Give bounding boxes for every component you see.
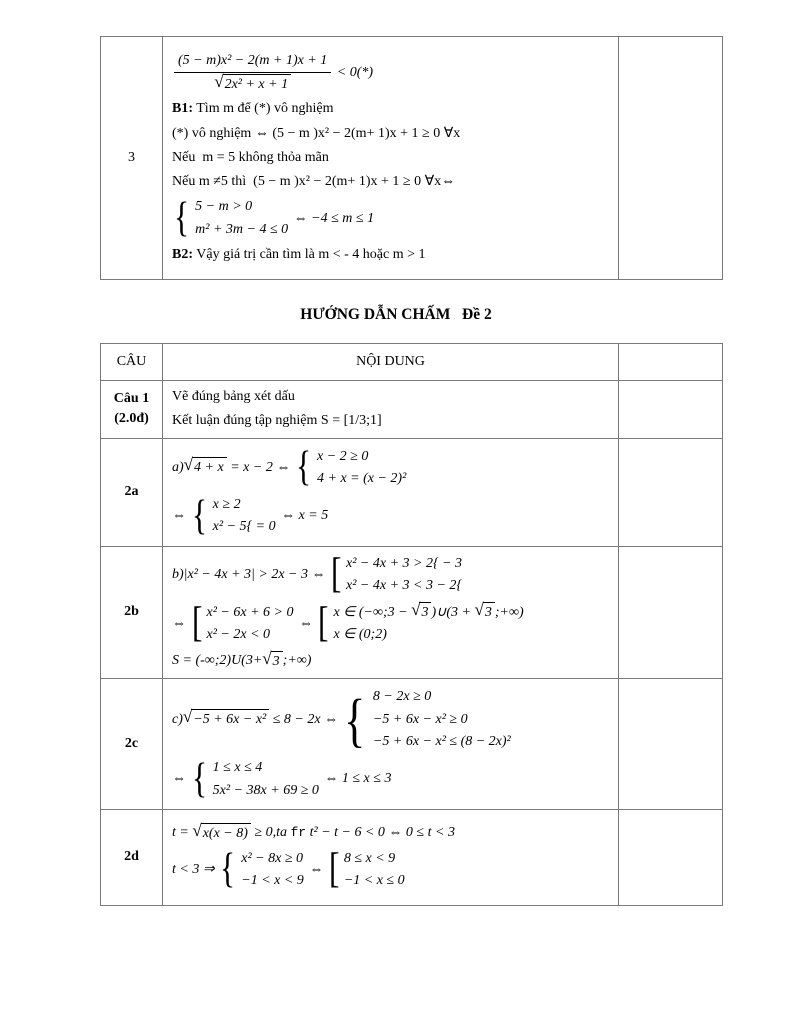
math-run: ⇔ x = 5 [277,508,329,524]
row-label-line: 2c [124,735,139,751]
cases-row [207,625,271,645]
math-line [172,51,614,96]
math-line [172,757,614,802]
math-run: x² − 5{ = 0 [212,519,276,535]
text-run: Nếu m = 5 không thỏa mãn [172,149,329,165]
row-label-line: Câu 1 [113,391,150,406]
math-run: x² − 8x ≥ 0 [241,850,304,866]
math-run: 2x² + x + 1 [224,76,289,92]
cases-row [213,758,263,778]
math-run: x ∈ (−∞;3 − [333,604,412,620]
row-label-line: (2.0đ) [114,411,149,427]
cases-bracket: { [191,755,207,802]
math-run: 3 [484,605,492,621]
math-line [172,196,614,241]
cases-row [373,687,431,707]
math-run: t < 3 ⇒ [172,862,219,878]
math-run: m² + 3m − 4 ≤ 0 [195,221,289,237]
cases-row [344,871,405,891]
text-run: Kết luận đúng tập nghiệm S = [1/3;1] [172,413,382,429]
cases-bracket: { [220,846,236,893]
math-content [163,817,618,899]
cases-row [373,710,468,730]
row-label [101,381,163,439]
math-line [172,820,614,844]
sqrt-radical [474,602,494,623]
cases-group [220,848,304,893]
math-line [172,411,614,431]
math-run: 5 − m > 0 [195,199,253,215]
sqrt-radical [411,602,431,623]
row-label-line: 2a [124,483,139,499]
fraction [174,51,331,96]
cases-group [295,443,407,491]
math-run: ;+∞) [494,604,524,620]
math-line [172,648,614,672]
math-run: ⇔ [295,615,317,631]
math-run: ⇔ [172,771,190,787]
math-line [172,443,614,491]
cases-rows [344,848,405,893]
table-row [101,810,723,906]
math-run: t² − t − 6 < 0 ⇔ 0 ≤ t < 3 [306,825,455,841]
cell-score [619,381,723,439]
cases-rows [207,602,294,647]
table-row [101,37,723,280]
cases-row [333,602,523,623]
math-run: −1 < x ≤ 0 [343,873,405,889]
sqrt-radical [184,457,227,478]
math-run: x² − 6x + 6 > 0 [206,604,294,620]
cases-row [241,849,303,869]
math-run: x² − 4x + 3 > 2{ − 3 [346,555,463,571]
radical-sign: √ [474,600,484,620]
cell-content [163,381,619,439]
cases-rows [213,494,276,539]
math-run: ⇔ −4 ≤ m ≤ 1 [290,210,375,226]
cell-score [619,810,723,906]
cases-row [195,197,252,217]
cases-group [344,686,511,753]
row-label-lines [101,734,162,754]
math-run: −5 + 6x − x² ≥ 0 [372,711,468,727]
math-run: S = (-∞;2)U(3+ [172,653,263,669]
radical-sign: √ [183,455,194,475]
radicand [191,709,269,730]
row-label [101,679,163,810]
radicand [201,823,251,844]
cases-bracket: { [191,492,207,539]
math-run: −5 + 6x − x² [193,712,267,728]
cell-score [619,37,723,280]
radical-sign: √ [411,600,421,620]
cases-row [346,554,462,574]
math-line [172,99,614,119]
text-run: Vẽ đúng bảng xét dấu [172,389,295,404]
row-label-lines [101,482,162,502]
math-content [163,45,618,272]
cases-row [373,732,511,752]
bold-text-run: B2: [172,247,193,263]
bold-text-run: B1: [172,101,193,117]
cell-score [619,438,723,546]
math-line [172,494,614,539]
math-line [172,245,614,265]
cases-group [192,757,319,802]
cases-bracket: [ [191,600,202,647]
math-line [172,148,614,168]
math-run: ≥ 0,ta [250,825,291,841]
math-run: 5x² − 38x + 69 ≥ 0 [212,782,319,798]
text-run: Nếu m ≠5 thì (5 − m )x² − 2(m+ 1)x + 1 ≥ 0 ∀x⇔ [172,174,456,190]
math-line [172,124,614,144]
cases-bracket: { [174,194,190,241]
math-run: < 0(*) [333,64,374,80]
mono-run: fr [290,824,307,840]
cases-row [333,625,386,645]
cell-score [619,679,723,810]
math-run: x ≥ 2 [212,497,241,513]
math-run: −1 < x < 9 [241,873,304,889]
cell-content [163,810,619,906]
cases-row [195,220,288,240]
radicand [223,74,292,95]
cases-group [174,196,288,241]
math-run: 8 ≤ x < 9 [343,850,396,866]
math-run: a) [172,459,184,475]
radical-sign: √ [262,648,272,668]
row-label-line: 2d [124,849,139,865]
table-header-row [101,344,723,381]
math-run: x² − 2x < 0 [206,626,271,642]
cases-row [344,849,395,869]
math-run: 3 [272,653,280,669]
row-label [101,810,163,906]
math-content [163,381,618,438]
cases-rows [346,553,462,598]
cases-bracket: [ [331,551,342,598]
math-run: 8 − 2x ≥ 0 [372,689,432,705]
cases-group [192,494,276,539]
math-run: x(x − 8) [202,825,248,841]
math-run: x² − 4x + 3 < 3 − 2{ [346,577,463,593]
cell-content [163,679,619,810]
text-run: Tìm m để (*) vô nghiệm [193,101,334,117]
math-content [163,440,618,545]
math-run: b)|x² − 4x + 3| > 2x − 3 ⇔ [172,566,329,582]
cases-rows [373,686,511,753]
radical-sign: √ [214,71,224,91]
cases-group [318,601,523,647]
row-label [101,546,163,678]
math-run: 4 + x [194,460,224,476]
cases-row [317,447,368,467]
radical-sign: √ [192,820,202,840]
radicand [419,602,431,623]
table-row [101,679,723,810]
math-run: t = [172,825,193,841]
radical-sign: √ [182,707,193,727]
numerator [174,51,331,73]
cases-bracket: { [295,443,311,490]
sqrt-radical [192,820,251,844]
cell-content [163,546,619,678]
math-run: ;+∞) [282,653,312,669]
row-label-lines [101,602,162,622]
grading-table-de2 [100,343,723,906]
text-run: (*) vô nghiệm ⇔ (5 − m )x² − 2(m+ 1)x + 1 ≥ 0 ∀x [172,125,461,141]
radicand [483,602,495,623]
math-run: )∪(3 + [431,604,475,620]
cases-rows [333,601,523,647]
math-content [163,680,618,807]
cases-bracket: [ [318,600,329,647]
math-run: 4 + x = (x − 2)² [317,470,407,486]
cell-content [163,37,619,280]
math-run: ⇔ [172,615,190,631]
cases-row [241,871,304,891]
math-run: ⇔ [305,862,327,878]
cell-score [619,546,723,678]
cases-bracket: [ [328,846,340,893]
math-run: x − 2 ≥ 0 [317,448,369,464]
row-label-line: 2b [124,604,139,620]
text-run: Vậy giá trị cần tìm là m < - 4 hoặc m > 1 [193,247,426,263]
header-noidung: NỘI DUNG [163,344,619,381]
radicand [192,457,227,478]
math-line [172,553,614,598]
cases-row [207,603,294,623]
math-line [172,387,614,407]
table-question3 [100,36,723,280]
cases-row [346,576,462,596]
cases-group [331,553,462,598]
cases-row [317,469,406,489]
row-label-q3: 3 [101,37,163,280]
sqrt-radical [214,71,291,95]
table-row [101,381,723,439]
header-cau: CÂU [101,344,163,381]
math-content [163,547,618,678]
math-run: ⇔ 1 ≤ x ≤ 3 [320,771,392,787]
sqrt-radical [262,648,282,672]
row-label-lines [101,847,162,867]
denominator [214,73,291,95]
cases-row [213,781,319,801]
math-line [172,686,614,753]
row-label [101,438,163,546]
cell-content [163,438,619,546]
math-run: 1 ≤ x ≤ 4 [212,760,263,776]
cases-row [213,517,276,537]
header-score [619,344,723,381]
math-run: = x − 2 ⇔ [226,459,294,475]
cases-group [192,602,294,647]
math-run: ≤ 8 − 2x ⇔ [269,711,342,727]
math-run: 3 [421,605,429,621]
math-run: (5 − m)x² − 2(m + 1)x + 1 [178,52,328,68]
math-line [172,848,614,893]
section-heading: HƯỚNG DẪN CHẤM Đề 2 [300,306,492,323]
cases-group [329,848,405,893]
cases-bracket: { [343,686,365,753]
math-run: ⇔ [172,508,190,524]
cases-rows [241,848,304,893]
table-row [101,546,723,678]
table-row [101,438,723,546]
math-run: −5 + 6x − x² ≤ (8 − 2x)² [372,733,511,749]
math-line [172,601,614,647]
math-line [172,172,614,192]
math-run: c) [172,711,183,727]
radicand [271,651,283,672]
cases-rows [213,757,319,802]
cases-rows [195,196,288,241]
row-label-lines [101,389,162,430]
cases-rows [317,446,406,491]
math-run: x ∈ (0;2) [333,627,387,643]
sqrt-radical [183,709,269,730]
cases-row [213,495,241,515]
